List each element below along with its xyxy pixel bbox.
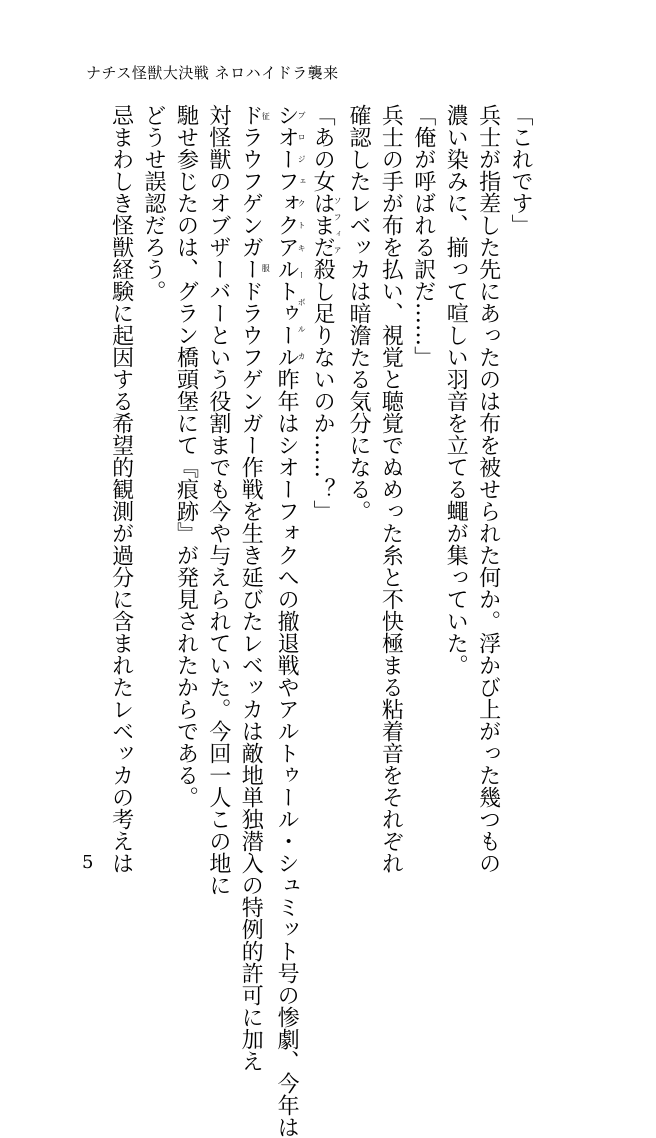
ruby-annotation bbox=[274, 236, 307, 368]
ruby-base: ドラウフゲンガー bbox=[238, 104, 264, 280]
ruby-text: ブロジェクト bbox=[297, 104, 307, 236]
running-header: ナチス怪獣大決戦 ネロハイドラ襲来 bbox=[86, 64, 339, 82]
text-line bbox=[234, 104, 271, 1072]
text-segment: 殺し足りないのか……？」 bbox=[310, 258, 336, 522]
text-line bbox=[306, 104, 342, 794]
text-segment: 昨年はシオーフォクへの撤退戦やアルトゥール・シュミット bbox=[274, 368, 300, 962]
text-segment: を生き延びたレベッカは敵地単独潜入の特例的許可に加え bbox=[238, 500, 264, 1072]
text-line: 兵士の手が布を払い、視覚と聴覚でぬめった糸と不快極まる粘着音をそれぞれ bbox=[378, 104, 404, 874]
ruby-base: はまだ bbox=[310, 192, 336, 258]
ruby-base: アルトゥール bbox=[274, 236, 300, 368]
text-line: 「俺が呼ばれる訳だ……」 bbox=[410, 104, 436, 368]
ruby-text: キーボルカ bbox=[297, 236, 307, 368]
text-line: 兵士が指差した先にあったのは布を被せられた何か。浮かび上がった幾つもの bbox=[475, 104, 501, 874]
text-line: 忌まわしき怪獣経験に起因する希望的観測が過分に含まれたレベッカの考えは bbox=[108, 104, 134, 874]
ruby-text: 征服 bbox=[261, 104, 271, 280]
text-line: 馳せ参じたのは、グラン橋頭堡にて『痕跡』が発見されたからである。 bbox=[173, 104, 199, 808]
text-line: どうせ誤認だろう。 bbox=[141, 104, 167, 302]
text-line: 濃い染みに、揃って喧しい羽音を立てる蠅が集っていた。 bbox=[443, 104, 469, 676]
text-line bbox=[270, 104, 307, 1138]
ruby-annotation bbox=[274, 104, 307, 236]
text-line: 「これです」 bbox=[508, 104, 533, 236]
text-line: 対怪獣のオブザーバーという役割までも今や与えられていた。今回一人この地に bbox=[205, 104, 231, 896]
text-segment: 「あの女 bbox=[310, 104, 336, 192]
text-segment: ドラウフゲンガー作戦 bbox=[238, 280, 264, 500]
ruby-annotation bbox=[310, 192, 343, 258]
vertical-body-text bbox=[104, 104, 536, 1138]
text-segment: 号の惨劇、今年は bbox=[274, 962, 300, 1138]
page-number: 5 bbox=[82, 852, 94, 873]
ruby-annotation bbox=[238, 104, 271, 280]
text-line: 確認したレベッカは暗澹たる気分になる。 bbox=[345, 104, 371, 522]
ruby-base: シオーフォク bbox=[274, 104, 300, 236]
ruby-text: ソフィア bbox=[333, 192, 343, 258]
